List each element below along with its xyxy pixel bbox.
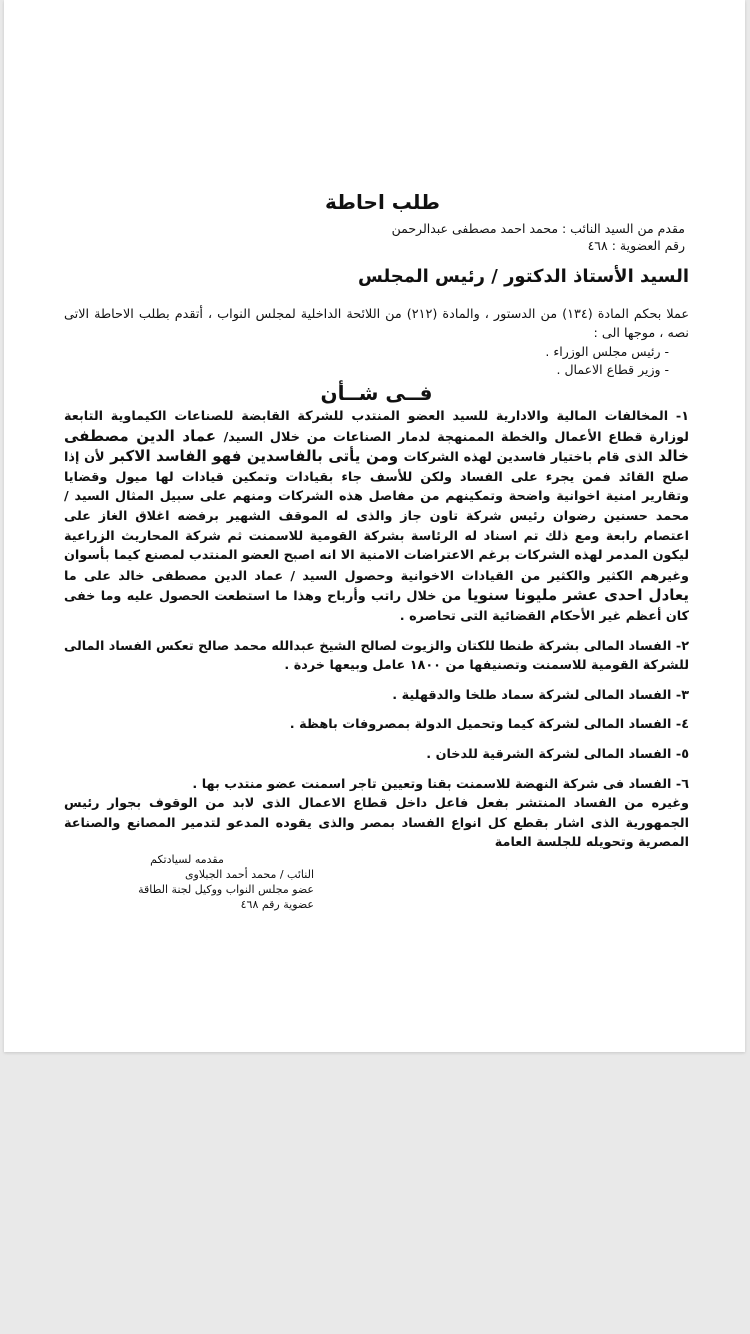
membership-number: رقم العضوية : ٤٦٨: [587, 238, 685, 253]
point-3: ٣- الفساد المالى لشركة سماد طلخا والدقهلية .: [392, 687, 689, 703]
point-1-amount: يعادل احدى عشر مليونا سنويا: [461, 586, 690, 605]
intro-paragraph: عملا بحكم المادة (١٣٤) من الدستور ، والمادة (٢١٢) من اللائحة الداخلية لمجلس النواب ، أتقدم بطلب الاحاطة الاتى نصه ، موجها الى :: [64, 307, 689, 341]
point-4: ٤- الفساد المالى لشركة كيما وتحميل الدولة بمصروفات باهظة .: [289, 717, 689, 733]
point-1: [64, 407, 689, 627]
addressee: السيد الأستاذ الدكتور / رئيس المجلس: [358, 266, 689, 287]
point-1-text-d: لأن إذا صلح القائد فمن يجرء على الفساد ولكن للأسف جاء بقيادات وتمكين قيادات لها ميول وقضايا وتقارير امنية اخوانية واضحة وتمكينهم من مفاصل هذه الشركات ومنهم على سبيل المثال السيد / محمد حسنين رضوان رئيس شركة تاون جاز والذى له الموقف الشهير برفضه اغلاق الغاز على اعتصام رابعة ومع ذلك تم اسناد له الرئاسة بشركة القومية للاسمنت ثم شركة المحاريث الزراعية ليكون المدمر لهذه الشركات برغم الاعتراضات الامنية الا انه اصبح العضو المنتدب لمصنع كيما بأسوان وغيرهم الكثير والكثير من القيادات الاخوانية وحصول السيد / عماد الدين مصطفى خالد على ما: [64, 450, 689, 584]
closing-paragraph: وغيره من الفساد المنتشر بفعل فاعل داخل قطاع الاعمال الذى لابد من الوقوف بجوار رئيس الجمهورية الذى اشار بقطع كل انواع الفساد بمصر والذى يقوده المدعو لتدمير المصانع والصناعة المصرية وتحويله للجلسة العامة: [64, 796, 689, 851]
recipient-item: - رئيس مجلس الوزراء .: [545, 344, 669, 359]
submitted-by: مقدم من السيد النائب : محمد احمد مصطفى عبدالرحمن: [391, 221, 685, 236]
signature-block: [94, 852, 314, 912]
point-1-emphasis: ومن يأتى بالفاسدين فهو الفاسد الاكبر: [104, 447, 404, 466]
point-2: ٢- الفساد المالى بشركة طنطا للكتان والزيوت لصالح الشيخ عبدالله محمد صالح تعكس الفساد المالى للشركة القومية للاسمنت وتصنيفها من ١٨٠٠ عامل وبيعها خردة .: [64, 638, 689, 674]
document-page: [4, 0, 745, 1052]
subject-heading: فــى شــأن: [320, 381, 433, 405]
point-6: ٦- الفساد فى شركة النهضة للاسمنت بقنا وتعيين تاجر اسمنت عضو منتدب بها .: [192, 776, 689, 792]
document-body: [64, 190, 689, 853]
signature-role: عضو مجلس النواب ووكيل لجنة الطاقة: [138, 883, 314, 896]
signature-greeting: مقدمه لسيادتكم: [150, 853, 224, 866]
signature-membership: عضوية رقم ٤٦٨: [240, 898, 314, 911]
point-1-name: عماد الدين مصطفى خالد: [64, 426, 689, 466]
signature-name: النائب / محمد أحمد الجبلاوى: [184, 868, 314, 881]
recipient-item: - وزير قطاع الاعمال .: [556, 362, 669, 377]
point-1-text-f: من خلال راتب وأرباح وهذا ما استطعت الحصول عليه وما خفى كان أعظم غير الأحكام القضائية التى تحاصره .: [64, 589, 689, 624]
document-title: طلب احاطة: [325, 190, 440, 214]
point-1-text-b: الذى قام باختيار فاسدين لهذه الشركات: [403, 450, 653, 466]
point-5: ٥- الفساد المالى لشركة الشرقية للدخان .: [426, 746, 689, 762]
point-1-text-a: ١- المخالفات المالية والادارية للسيد العضو المنتدب للشركة القابضة للصناعات الكيماوية التابعة لوزارة قطاع الأعمال والخطة الممنهجة لدمار الصناعات من خلال السيد/: [64, 409, 689, 445]
